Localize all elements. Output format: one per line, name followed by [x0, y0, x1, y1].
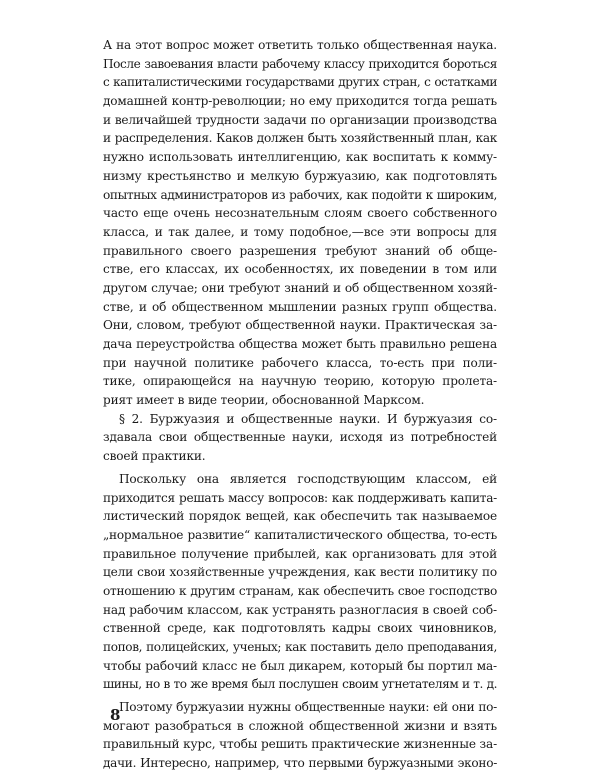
text-line: правильное получение прибылей, как организовать для этой	[103, 546, 497, 561]
page-body-text	[103, 36, 497, 773]
text-line: „нормальное развитие“ капиталистического общества, то-есть	[103, 527, 497, 542]
text-line: другом случае; они требуют знаний и об общественном хозяй-	[103, 280, 497, 295]
text-line: § 2. Буржуазия и общественные науки. И буржуазия со-	[119, 411, 497, 426]
text-line: После завоевания власти рабочему классу приходится бороться	[103, 56, 497, 71]
text-line: попов, полицейских, ученых; как поставить дело преподавания,	[103, 640, 497, 654]
text-line: с капиталистическими государствами других стран, с остатками	[103, 75, 497, 90]
text-line: Поэтому буржуазии нужны общественные науки: ей они по-	[119, 700, 497, 715]
text-line: здавала свои общественные науки, исходя из потребностей	[103, 430, 497, 445]
text-line: шины, но в то же время был послушен своим угнетателям и т. д.	[103, 677, 497, 692]
text-line: А на этот вопрос может ответить только общественная наука.	[103, 38, 497, 52]
text-line: тике, опирающейся на научную теорию, которую пролета-	[103, 374, 497, 389]
text-line: опытных администраторов из рабочих, как подойти к широким,	[103, 187, 497, 202]
text-line: низму крестьянство и мелкую буржуазию, как подготовлять	[103, 168, 497, 183]
text-line: часто еще очень несознательным слоям своего собственного	[103, 206, 497, 221]
text-line: над рабочим классом, как устранять разногласия в своей соб-	[103, 602, 497, 617]
text-line: стве, и об общественном мышлении разных групп общества.	[103, 299, 497, 314]
text-line: рият имеет в виде теории, обоснованной Марксом.	[103, 393, 425, 408]
text-line: цели свои хозяйственные учреждения, как вести политику по	[103, 565, 497, 580]
text-line: и распределения. Каков должен быть хозяйственный план, как	[103, 131, 497, 146]
text-line: Они, словом, требуют общественной науки. Практическая за-	[103, 318, 497, 333]
text-line: при научной политике рабочего класса, то-есть при поли-	[103, 355, 497, 370]
text-line: домашней контр-революции; но ему приходится тогда решать	[103, 94, 497, 109]
text-line: приходится решать массу вопросов: как поддерживать капита-	[103, 490, 497, 505]
text-line: дачи. Интересно, например, что первыми буржуазными эконо-	[103, 756, 497, 771]
text-line: правильного своего разрешения требуют знаний об обще-	[103, 243, 497, 258]
text-line: класса, и так далее, и тому подобное,—все эти вопросы для	[103, 224, 497, 239]
text-line: отношению к другим странам, как обеспечить свое господство	[103, 583, 497, 598]
text-line: стве, его классах, их особенностях, их поведении в том или	[103, 262, 497, 277]
text-line: чтобы рабочий класс не был дикарем, который бы портил ма-	[103, 658, 497, 673]
page-number: 8	[110, 706, 121, 724]
text-line: дача переустройства общества может быть правильно решена	[103, 337, 497, 351]
text-line: Поскольку она является господствующим классом, ей	[119, 471, 497, 486]
text-line: правильный курс, чтобы решить практические жизненные за-	[103, 737, 497, 752]
text-line: могают разобраться в сложной общественной жизни и взять	[103, 718, 497, 733]
text-line: и величайшей трудности задачи по организации производства	[103, 112, 497, 127]
text-line: своей практики.	[103, 449, 206, 464]
text-line: ственной среде, как подготовлять кадры своих чиновников,	[103, 621, 497, 636]
text-line: нужно использовать интеллигенцию, как воспитать к комму-	[103, 150, 497, 165]
text-line: листический порядок вещей, как обеспечить так называемое	[103, 509, 497, 524]
